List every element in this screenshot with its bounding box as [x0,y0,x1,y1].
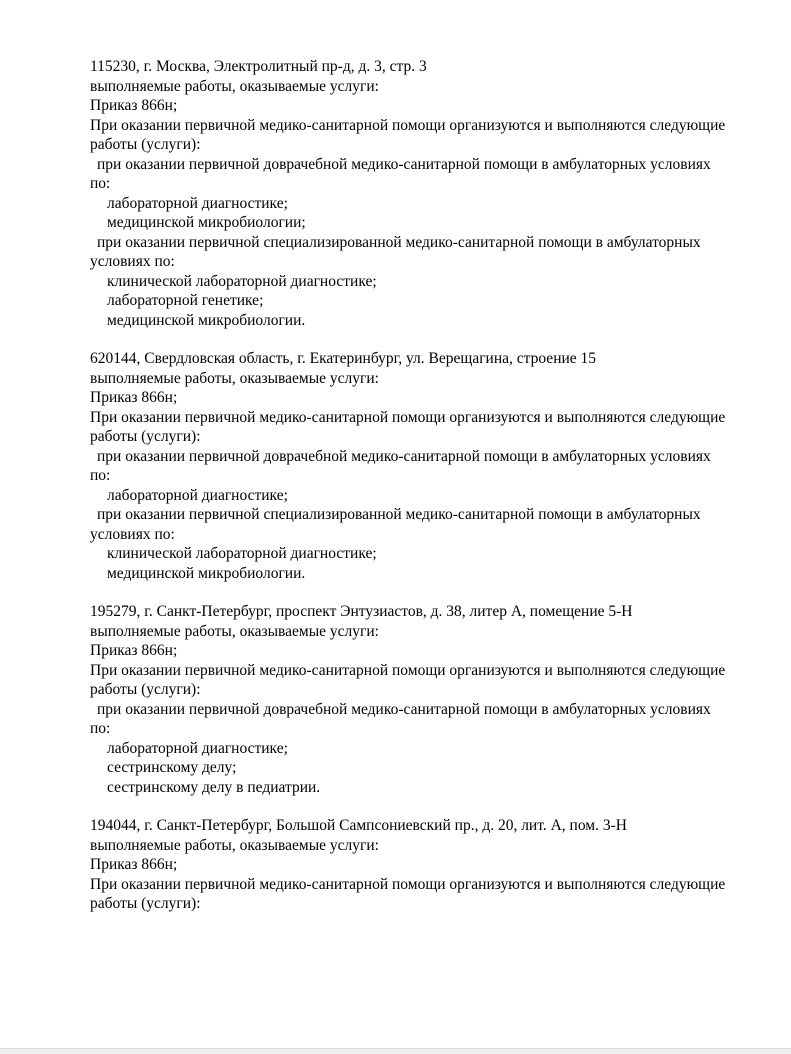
text-line: При оказании первичной медико-санитарной помощи организуются и выполняются следующие [90,661,726,679]
text-line: Приказ 866н; [90,642,178,659]
text-line: выполняемые работы, оказываемые услуги: [90,836,379,854]
location-blocks-container [90,57,741,914]
text-line: работы (услуги): [90,681,201,698]
address-line: 620144, Свердловская область, г. Екатеринбург, ул. Верещагина, строение 15 [90,350,597,367]
text-line: при оказании первичной специализированной медико-санитарной помощи в амбулаторных [97,506,701,523]
text-line: работы (услуги): [90,136,201,153]
text-line: При оказании первичной медико-санитарной помощи организуются и выполняются следующие [90,408,726,426]
text-line: при оказании первичной доврачебной медико-санитарной помощи в амбулаторных условиях [97,700,711,718]
text-line: сестринскому делу; [107,759,237,776]
text-line: выполняемые работы, оказываемые услуги: [90,77,379,95]
horizontal-scrollbar[interactable] [0,1048,791,1054]
text-line: При оказании первичной медико-санитарной помощи организуются и выполняются следующие [90,116,726,134]
text-line: медицинской микробиологии; [107,214,306,231]
text-line: условиях по: [90,253,175,270]
location-block [90,816,741,914]
address-line: 195279, г. Санкт-Петербург, проспект Энтузиастов, д. 38, литер А, помещение 5-Н [90,603,633,620]
text-line: по: [90,175,111,192]
text-line: При оказании первичной медико-санитарной помощи организуются и выполняются следующие [90,875,726,893]
text-line: Приказ 866н; [90,97,178,114]
text-line: при оказании первичной доврачебной медико-санитарной помощи в амбулаторных условиях [97,447,711,465]
text-line: при оказании первичной специализированной медико-санитарной помощи в амбулаторных [97,233,701,251]
address-line: 115230, г. Москва, Электролитный пр-д, д. 3, стр. 3 [90,58,427,75]
location-block [90,349,741,583]
text-line: лабораторной генетике; [107,292,264,309]
text-line: медицинской микробиологии. [107,311,306,329]
text-line: медицинской микробиологии. [107,564,306,582]
text-line: сестринскому делу в педиатрии. [107,778,321,796]
location-block [90,57,741,330]
text-line: по: [90,720,111,737]
text-line: клинической лабораторной диагностике; [107,545,377,562]
text-line: выполняемые работы, оказываемые услуги: [90,622,379,640]
text-line: Приказ 866н; [90,389,178,406]
text-line: клинической лабораторной диагностике; [107,272,377,290]
text-line: лабораторной диагностике; [107,194,288,212]
text-line: лабораторной диагностике; [107,486,288,504]
text-line: лабораторной диагностике; [107,739,288,757]
text-line: работы (услуги): [90,428,201,445]
text-line: по: [90,467,111,484]
text-line: выполняемые работы, оказываемые услуги: [90,369,379,387]
text-line: Приказ 866н; [90,856,178,873]
text-line: при оказании первичной доврачебной медико-санитарной помощи в амбулаторных условиях [97,155,711,173]
address-line: 194044, г. Санкт-Петербург, Большой Сампсониевский пр., д. 20, лит. А, пом. 3-Н [90,817,627,834]
text-line: условиях по: [90,525,175,543]
location-block [90,602,741,797]
text-line: работы (услуги): [90,895,201,912]
